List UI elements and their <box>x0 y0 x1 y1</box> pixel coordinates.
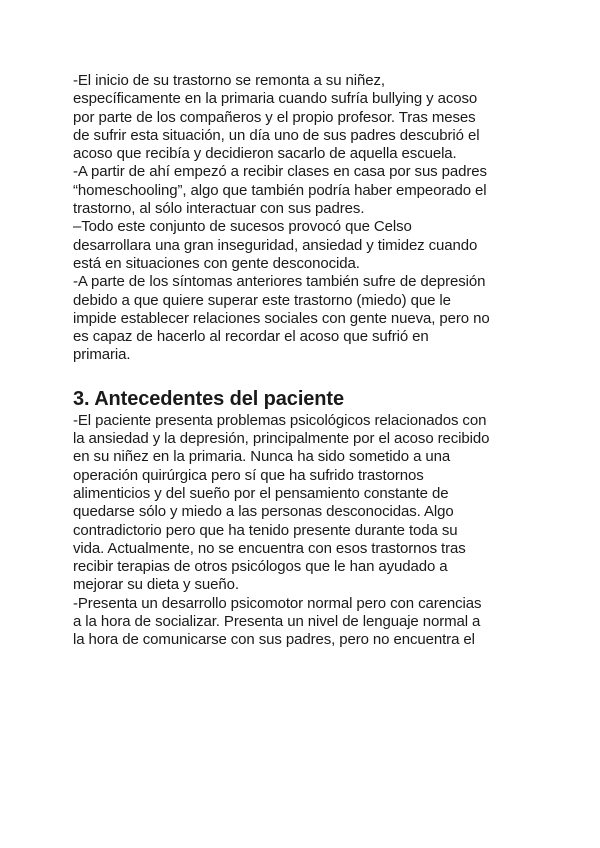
text-line: recibir terapias de otros psicólogos que le han ayudado a <box>73 558 448 576</box>
text-line: a la hora de socializar. Presenta un nivel de lenguaje normal a <box>73 613 481 631</box>
paragraph <box>73 163 533 218</box>
intro-section <box>73 72 533 365</box>
text-line: operación quirúrgica pero sí que ha sufrido trastornos <box>73 466 424 484</box>
text-line: trastorno, al sólo interactuar con sus padres. <box>73 200 365 218</box>
text-line: alimenticios y del sueño por el pensamiento constante de <box>73 484 449 502</box>
text-line: -Presenta un desarrollo psicomotor normal pero con carencias <box>73 594 482 612</box>
text-line: -El paciente presenta problemas psicológicos relacionados con <box>73 411 487 429</box>
text-line: es capaz de hacerlo al recordar el acoso que sufrió en <box>73 328 429 346</box>
text-line: la hora de comunicarse con sus padres, pero no encuentra el <box>73 631 475 649</box>
text-line: mejorar su dieta y sueño. <box>73 576 239 594</box>
text-line: “homeschooling”, algo que también podría haber empeorado el <box>73 181 487 199</box>
text-line: -El inicio de su trastorno se remonta a su niñez, <box>73 72 385 89</box>
paragraph <box>73 412 533 595</box>
text-line: está en situaciones con gente desconocida. <box>73 254 360 272</box>
text-line: –Todo este conjunto de sucesos provocó que Celso <box>73 218 412 236</box>
text-line: vida. Actualmente, no se encuentra con esos trastornos tras <box>73 539 466 557</box>
paragraph <box>73 218 533 273</box>
text-line: primaria. <box>73 346 131 364</box>
text-line: debido a que quiere superar este trastorno (miedo) que le <box>73 291 451 309</box>
document-page <box>73 72 533 650</box>
text-line: quedarse sólo y miedo a las personas desconocidas. Algo <box>73 503 454 521</box>
antecedentes-section <box>73 412 533 650</box>
text-line: -A parte de los síntomas anteriores también sufre de depresión <box>73 273 486 291</box>
text-line: la ansiedad y la depresión, principalmente por el acoso recibido <box>73 430 490 448</box>
text-line: desarrollara una gran inseguridad, ansiedad y timidez cuando <box>73 236 478 254</box>
paragraph <box>73 273 533 364</box>
text-line: contradictorio pero que ha tenido presente durante toda su <box>73 521 458 539</box>
text-line: acoso que recibía y decidieron sacarlo de aquella escuela. <box>73 145 457 163</box>
text-line: por parte de los compañeros y el propio profesor. Tras meses <box>73 108 476 126</box>
text-line: en su niñez en la primaria. Nunca ha sido sometido a una <box>73 448 451 466</box>
text-line: de sufrir esta situación, un día uno de sus padres descubrió el <box>73 126 480 144</box>
text-line: -A partir de ahí empezó a recibir clases en casa por sus padres <box>73 163 487 181</box>
text-line: específicamente en la primaria cuando sufría bullying y acoso <box>73 90 478 108</box>
paragraph <box>73 72 533 163</box>
paragraph <box>73 595 533 650</box>
text-line: impide establecer relaciones sociales con gente nueva, pero no <box>73 309 490 327</box>
section-heading: 3. Antecedentes del paciente <box>73 387 344 410</box>
